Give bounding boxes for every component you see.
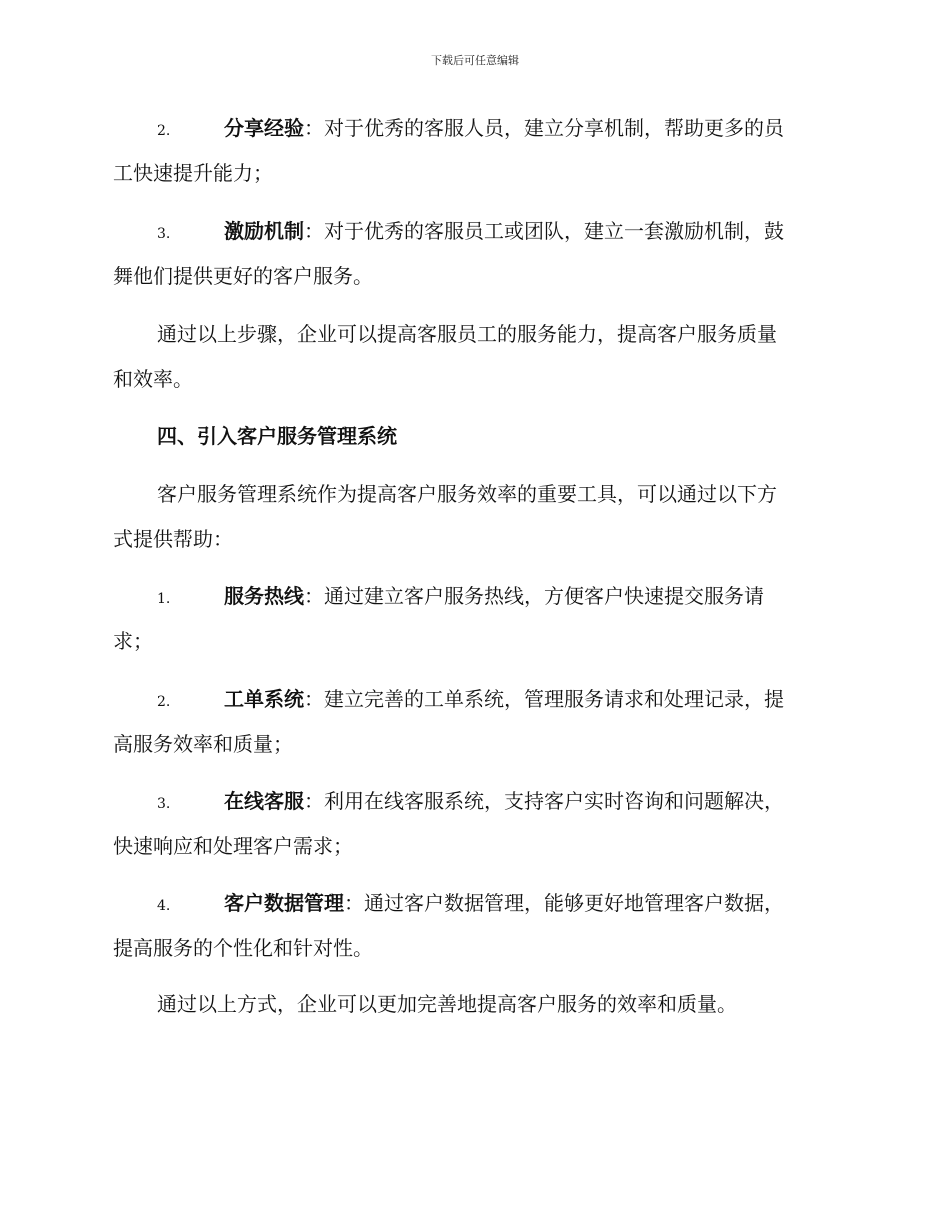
paragraph-line: 和效率。 [113,367,193,391]
list-item-term: 分享经验 [224,116,304,140]
list-item-term: 客户数据管理 [224,891,344,915]
list-item-line [113,209,838,254]
section-heading-text: 四、引入客户服务管理系统 [157,424,397,448]
list-item-continuation: 提高服务的个性化和针对性。 [113,936,373,960]
list-item-number: 3. [157,226,171,242]
list-item-number: 3. [157,796,171,812]
list-item-text: ：对于优秀的客服员工或团队，建立一套激励机制，鼓 [304,219,784,243]
list-item-line [113,677,838,722]
list-item [113,677,838,767]
list-item-term: 在线客服 [224,789,304,813]
list-item-continuation: 工快速提升能力； [113,161,273,185]
list-item-number: 2. [157,123,171,139]
list-item-text: ：通过客户数据管理，能够更好地管理客户数据， [344,891,784,915]
page-header: 下载后可任意编辑 [431,54,519,67]
paragraph-line: 式提供帮助： [113,527,233,551]
list-item-line [113,106,838,151]
list-item-text: ：对于优秀的客服人员，建立分享机制，帮助更多的员 [304,116,784,140]
list-item-number: 4. [157,898,171,914]
list-item-text: ：利用在线客服系统，支持客户实时咨询和问题解决， [304,789,784,813]
paragraph-line: 客户服务管理系统作为提高客户服务效率的重要工具，可以通过以下方 [157,482,777,506]
paragraph [113,982,838,1027]
list-item [113,779,838,869]
list-item [113,209,838,299]
list-item-term: 服务热线 [224,584,304,608]
list-item-number: 2. [157,694,171,710]
list-item-text: ：通过建立客户服务热线，方便客户快速提交服务请 [304,584,764,608]
list-item [113,574,838,664]
list-item-line [113,574,838,619]
list-item [113,106,838,196]
list-item-term: 工单系统 [224,687,304,711]
list-item-continuation: 舞他们提供更好的客户服务。 [113,264,373,288]
paragraph [113,312,838,402]
list-item-line [113,779,838,824]
list-item-continuation: 快速响应和处理客户需求； [113,834,353,858]
list-item-term: 激励机制 [224,219,304,243]
list-item-continuation: 高服务效率和质量； [113,732,293,756]
paragraph-line: 通过以上方式，企业可以更加完善地提高客户服务的效率和质量。 [157,992,737,1016]
list-item-continuation: 求； [113,629,153,653]
section-heading [113,414,838,459]
paragraph [113,472,838,562]
list-item [113,881,838,971]
list-item-line [113,881,838,926]
list-item-text: ：建立完善的工单系统，管理服务请求和处理记录，提 [304,687,784,711]
list-item-number: 1. [157,591,171,607]
paragraph-line: 通过以上步骤，企业可以提高客服员工的服务能力，提高客户服务质量 [157,322,777,346]
